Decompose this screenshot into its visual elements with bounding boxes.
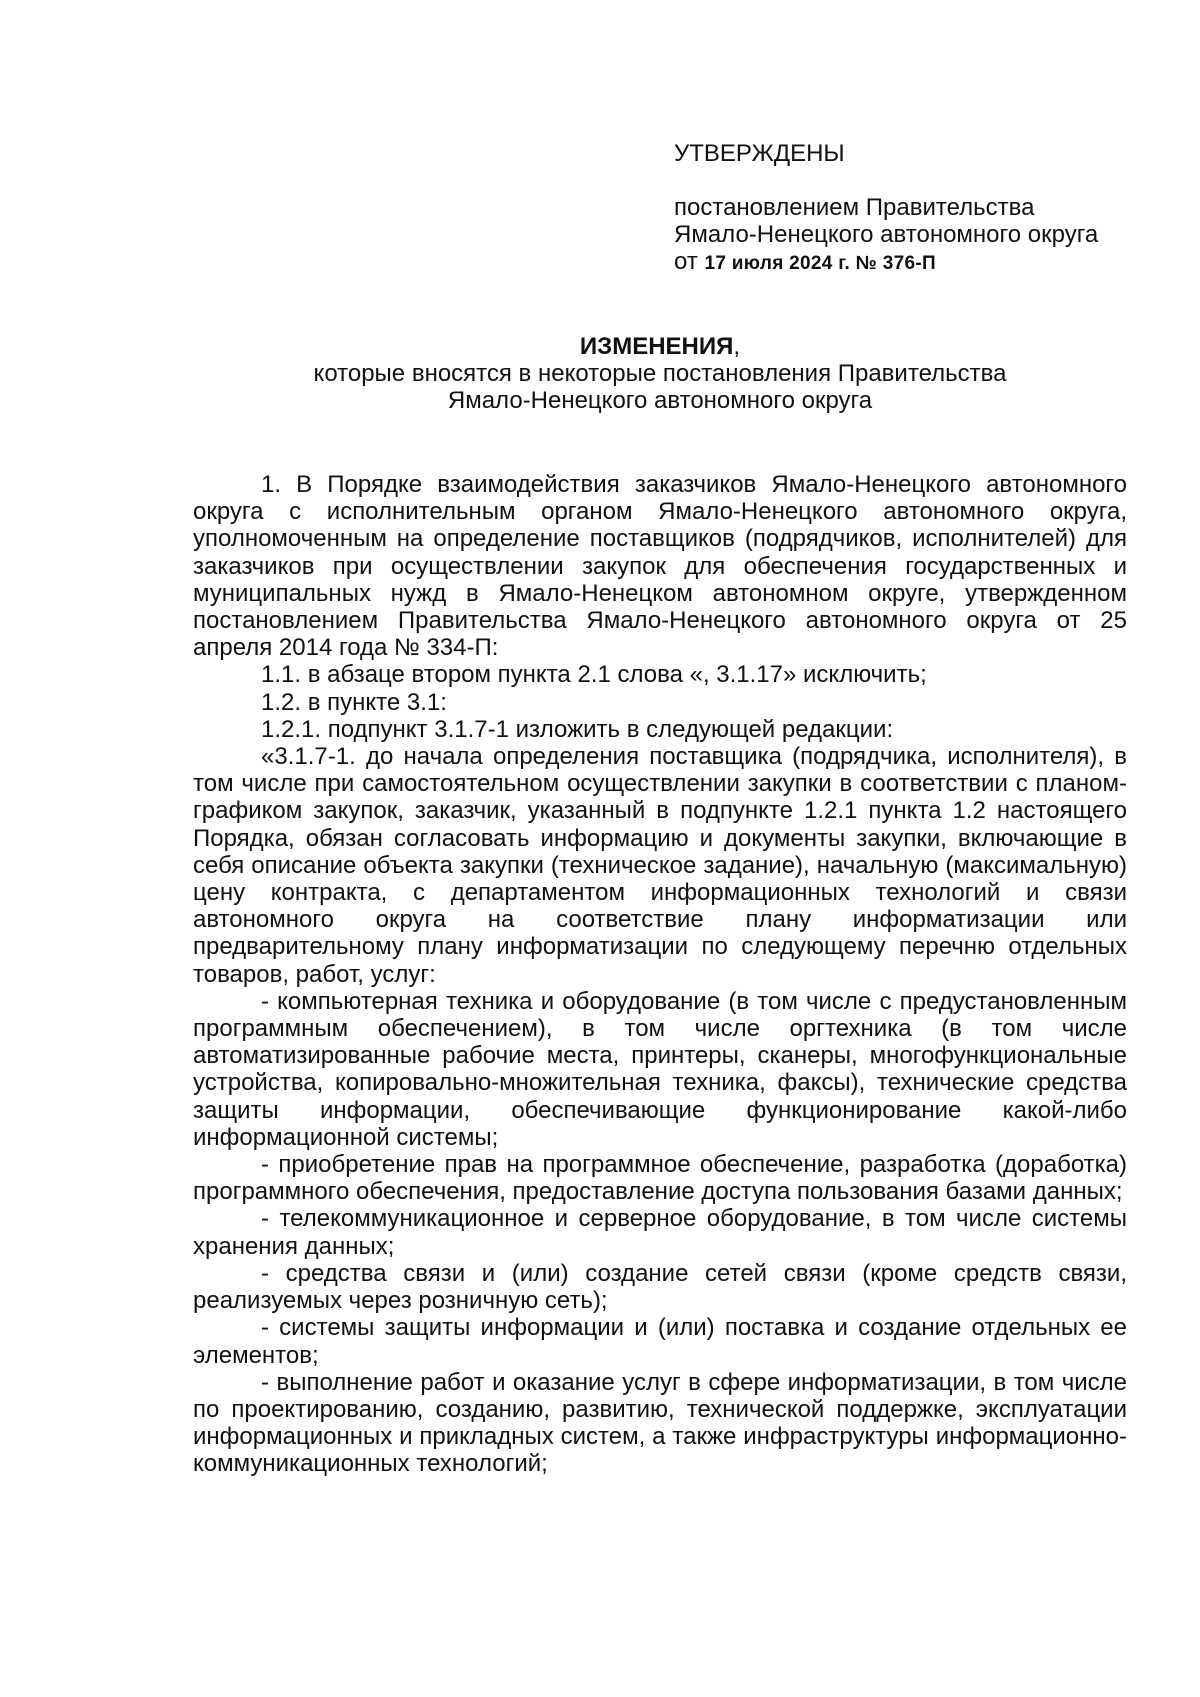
list-item-security-systems: - системы защиты информации и (или) поставка и создание отдельных ее элементов;: [193, 1314, 1127, 1369]
paragraph-3-1-7-1: «3.1.7-1. до начала определения поставщика (подрядчика, исполнителя), в том числе при самостоятельном осуществлении закупки в соответствии с планом-графиком закупок, заказчик, указанный в подпункте 1.2.1 пункта 1.2 настоящего Порядка, обязан согласовать информацию и документы закупки, включающие в себя описание объекта закупки (техническое задание), начальную (максимальную) цену контракта, с департаментом информационных технологий и связи автономного округа на соответствие плану информатизации или предварительному плану информатизации по следующему перечню отдельных товаров, работ, услуг:: [193, 743, 1127, 988]
title-main: ИЗМЕНЕНИЯ: [579, 333, 734, 360]
approval-block: [674, 140, 1098, 277]
title-line-1: которые вносятся в некоторые постановления Правительства: [313, 360, 1007, 387]
list-item-telecom: - телекоммуникационное и серверное оборудование, в том числе системы хранения данных;: [193, 1205, 1127, 1260]
title-line-2: Ямало-Ненецкого автономного округа: [447, 387, 873, 414]
approval-line-1: постановлением Правительства: [674, 194, 1035, 221]
list-item-it-services: - выполнение работ и оказание услуг в сфере информатизации, в том числе по проектированию, созданию, развитию, технической поддержке, эксплуатации информационных и прикладных систем, а также инфраструктуры информационно-коммуникационных технологий;: [193, 1368, 1127, 1478]
paragraph-1-2: 1.2. в пункте 3.1:: [261, 688, 447, 716]
approval-date: [674, 248, 1098, 277]
approval-date-prefix: от: [674, 248, 698, 275]
paragraph-1-2-1: 1.2.1. подпункт 3.1.7-1 изложить в следующей редакции:: [261, 715, 894, 743]
document-title: [193, 333, 1127, 414]
approval-heading: УТВЕРЖДЕНЫ: [674, 140, 845, 167]
document-body: [193, 471, 1127, 1478]
approval-date-number: 17 июля 2024 г. № 376-П: [704, 253, 936, 274]
paragraph-1: 1. В Порядке взаимодействия заказчиков Ямало-Ненецкого автономного округа с исполнительным органом Ямало-Ненецкого автономного округа, уполномоченным на определение поставщиков (подрядчиков, исполнителей) для заказчиков при осуществлении закупок для обеспечения государственных и муниципальных нужд в Ямало-Ненецком автономном округе, утвержденном постановлением Правительства Ямало-Ненецкого автономного округа от 25 апреля 2014 года № 334-П:: [193, 471, 1127, 662]
list-item-software: - приобретение прав на программное обеспечение, разработка (доработка) программного обеспечения, предоставление доступа пользования базами данных;: [193, 1151, 1127, 1206]
paragraph-1-1: 1.1. в абзаце втором пункта 2.1 слова «, 3.1.17» исключить;: [261, 661, 927, 689]
list-item-computer-equipment: - компьютерная техника и оборудование (в том числе с предустановленным программным обеспечением), в том числе оргтехника (в том числе автоматизированные рабочие места, принтеры, сканеры, многофункциональные устройства, копировально-множительная техника, факсы), технические средства защиты информации, обеспечивающие функционирование какой-либо информационной системы;: [193, 987, 1127, 1151]
title-comma: ,: [733, 333, 741, 360]
approval-line-2: Ямало-Ненецкого автономного округа: [674, 221, 1099, 248]
list-item-communication: - средства связи и (или) создание сетей связи (кроме средств связи, реализуемых через розничную сеть);: [193, 1259, 1127, 1315]
